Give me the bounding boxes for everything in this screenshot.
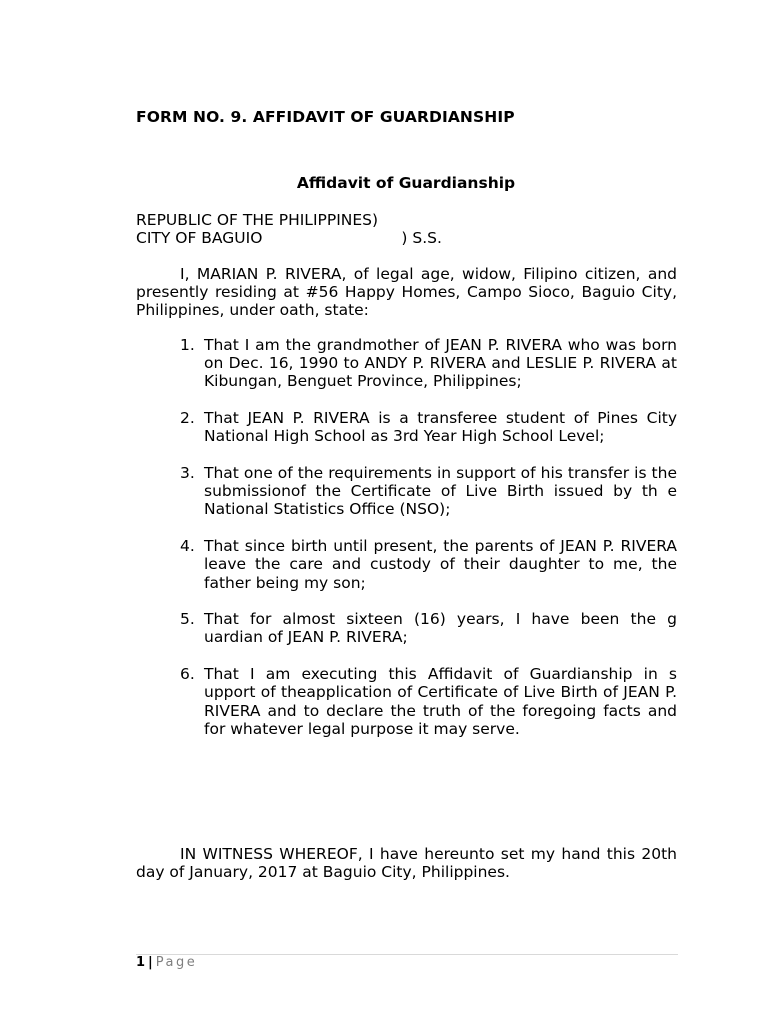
statement-number: 5. [180,610,195,629]
page-label: Page [155,955,198,970]
venue-ss: ) S.S. [401,229,442,247]
statement-number: 4. [180,537,195,556]
statement-number: 1. [180,336,195,354]
statement-number: 2. [180,409,195,428]
statement-item [180,464,677,519]
statement-text: That I am the grandmother of JEAN P. RIVERA who was born on Dec. 16, 1990 to ANDY P. RIVERA and LESLIE P. RIVERA at Kibungan, Benguet Province, Philippines; [204,336,677,391]
statement-item [180,409,677,445]
statement-list [180,336,677,756]
footer-divider [136,954,678,955]
witness-paragraph: IN WITNESS WHEREOF, I have hereunto set my hand this 20th day of January, 2017 at Baguio City, Philippines. [136,845,677,882]
statement-text: That one of the requirements in support of his transfer is the submissionof the Certificate of Live Birth issued by th e National Statistics Office (NSO); [204,464,677,519]
document-title: Affidavit of Guardianship [296,174,516,192]
statement-number: 6. [180,665,195,684]
page-footer [136,955,197,970]
statement-text: That JEAN P. RIVERA is a transferee student of Pines City National High School as 3rd Year High School Level; [204,409,677,446]
statement-text: That for almost sixteen (16) years, I have been the g uardian of JEAN P. RIVERA; [204,610,677,647]
statement-item [180,537,677,592]
intro-paragraph: I, MARIAN P. RIVERA, of legal age, widow, Filipino citizen, and presently residing at #56 Happy Homes, Campo Sioco, Baguio City, Philippines, under oath, state: [136,265,677,320]
statement-text: That I am executing this Affidavit of Guardianship in s upport of theapplication of Certificate of Live Birth of JEAN P. RIVERA and to declare the truth of the foregoing facts and for whatever legal purpose it may serve. [204,665,677,738]
venue-line-city [136,229,442,247]
page-number: 1 [136,955,146,970]
form-title: FORM NO. 9. AFFIDAVIT OF GUARDIANSHIP [136,108,515,126]
statement-number: 3. [180,464,195,483]
statement-text: That since birth until present, the parents of JEAN P. RIVERA leave the care and custody of their daughter to me, the father being my son; [204,537,677,592]
venue-city: CITY OF BAGUIO [136,229,263,247]
venue-line-republic: REPUBLIC OF THE PHILIPPINES) [136,211,379,229]
statement-item [180,665,677,738]
statement-item [180,610,677,646]
footer-separator: | [148,955,153,970]
statement-item [180,336,677,391]
